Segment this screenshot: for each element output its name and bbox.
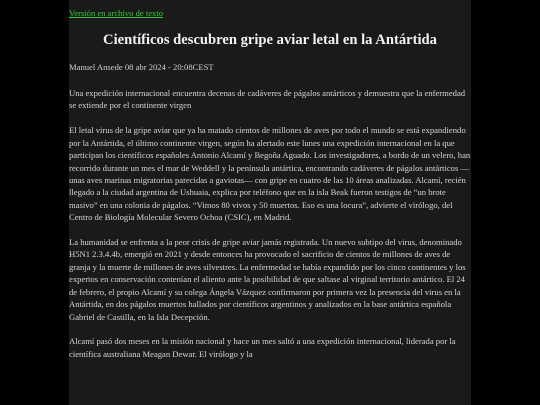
article-byline: Manuel Ansede 08 abr 2024 - 20:08CEST bbox=[69, 62, 214, 72]
article-paragraph: Alcamí pasó dos meses en la misión nacional y hace un mes saltó a una expedición internacional, liderada por la científica australiana Meagan Dewar. El virólogo y la bbox=[69, 336, 456, 359]
article-paragraph: La humanidad se enfrenta a la peor crisis de gripe aviar jamás registrada. Un nuevo subtipo del virus, denominado H5N1 2.3.4.4b, emergió en 2021 y desde entonces ha provocado el sacrificio de cientos de millones de aves de granja y la muerte de millones de aves silvestres. La enfermedad se había expandido por los cinco continentes y los expertos en conservación contenían el aliento ante la posibilidad de que saltase al virginal territorio antártico. El 24 de febrero, el propio Alcamí y su colega Ángela Vázquez confirmaron por primera vez la presencia del virus en la Antártida, en dos págalos muertos hallados por científicos argentinos y analizados en la base antártica española Gabriel de Castilla, en la Isla Decepción. bbox=[69, 237, 466, 322]
text-version-link[interactable]: Versión en archivo de texto bbox=[69, 8, 164, 18]
article-paragraph: El letal virus de la gripe aviar que ya ha matado cientos de millones de aves por todo el mundo se está expandiendo por la Antártida, el último continente virgen, según ha alertado este lunes una expedición internacional en la que participan los científicos españoles Antonio Alcamí y Begoña Aguado. Los investigadores, a bordo de un velero, han recorrido durante un mes el mar de Weddell y la península antártica, encontrando cadáveres de págalos antárticos —unas aves marinas migratorias parecidas a gaviotas— con gripe en cuatro de las 10 áreas analizadas. Alcamí, recién llegado a la ciudad argentina de Ushuaia, explica por teléfono que en la isla Beak fueron testigos de “un brote masivo” en una colonia de págalos. “Vimos 80 vivos y 50 muertos. Eso es una locura”, advierte el virólogo, del Centro de Biología Molecular Severo Ochoa (CSIC), en Madrid. bbox=[69, 125, 471, 223]
article-container bbox=[69, 0, 471, 405]
article-lead: Una expedición internacional encuentra decenas de cadáveres de págalos antárticos y demuestra que la enfermedad se extiende por el continente virgen bbox=[69, 88, 466, 111]
article-title: Científicos descubren gripe aviar letal en la Antártida bbox=[103, 32, 437, 48]
